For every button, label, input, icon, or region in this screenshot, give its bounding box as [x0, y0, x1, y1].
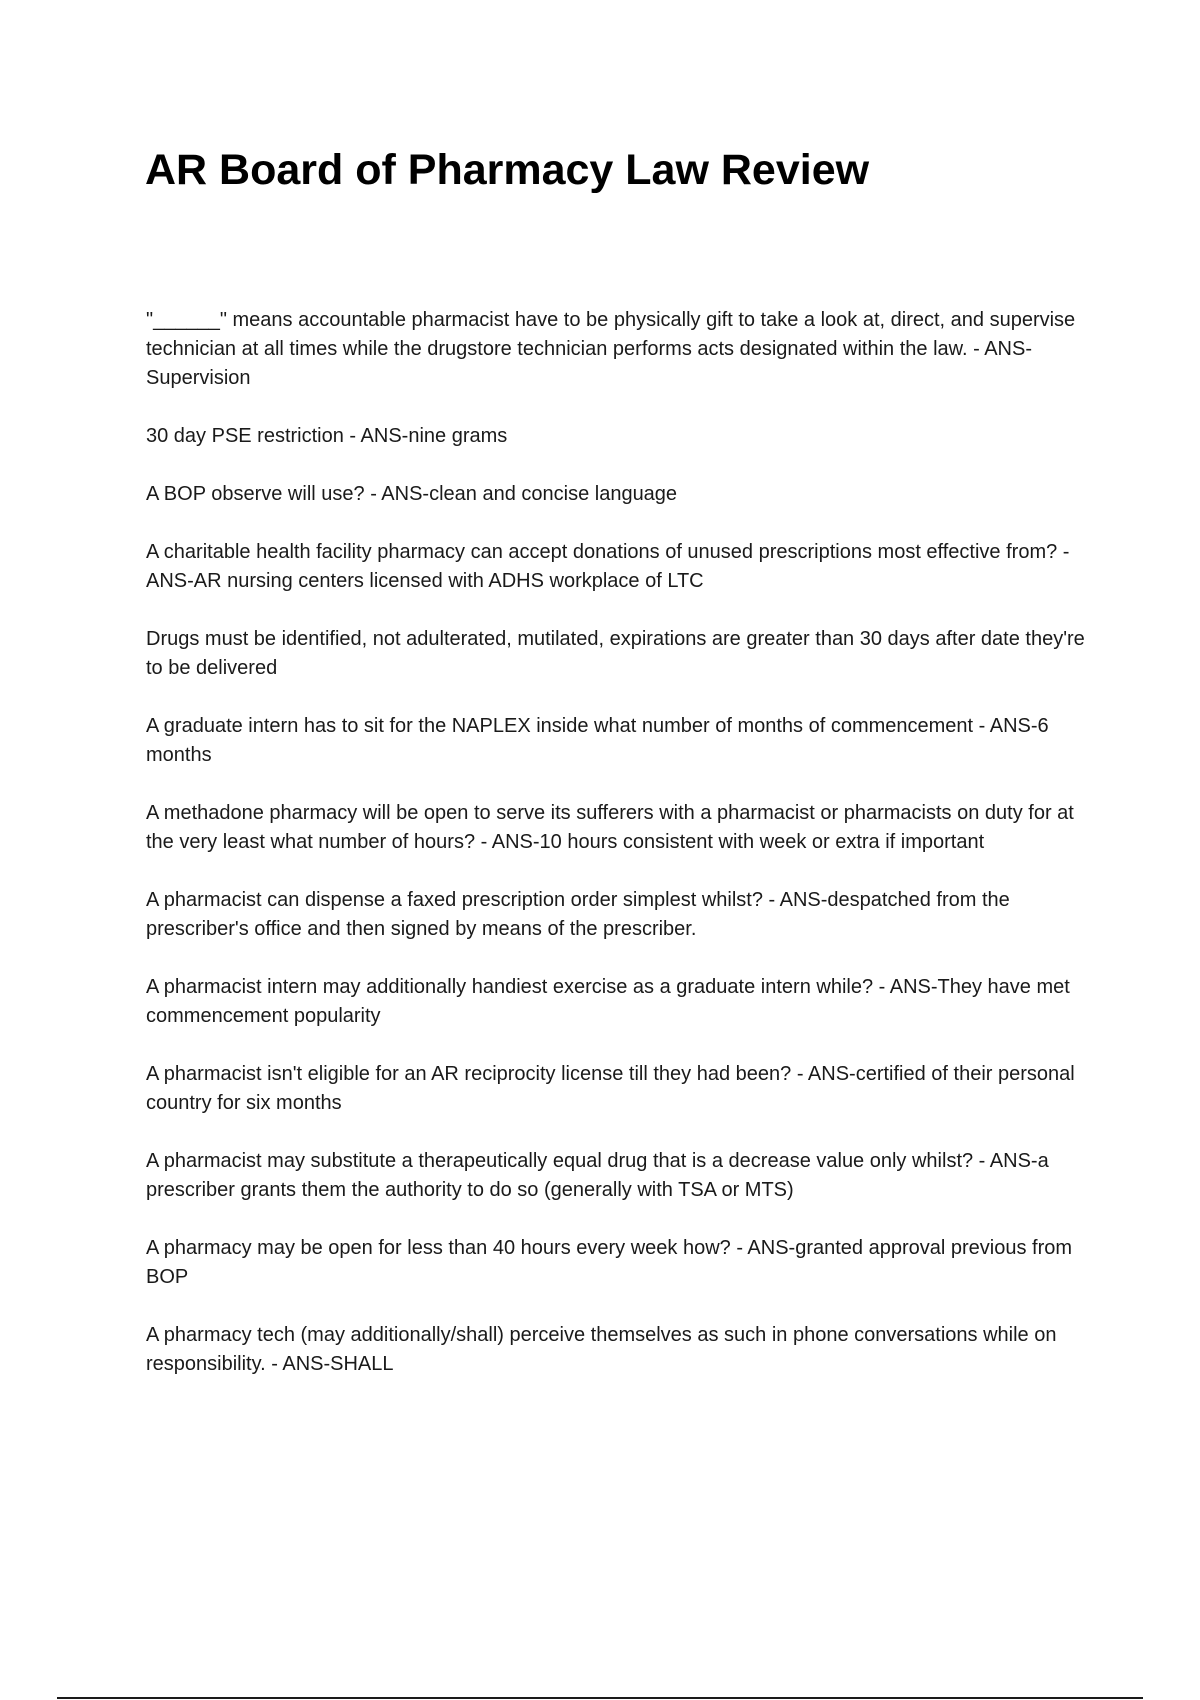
- qa-entry: A pharmacist can dispense a faxed prescription order simplest whilst? - ANS-despatched from the prescriber's office and then signed by means of the prescriber.: [146, 889, 1010, 940]
- qa-entry: A pharmacist isn't eligible for an AR reciprocity license till they had been? - ANS-certified of their personal country for six months: [146, 1063, 1075, 1114]
- page-bottom-divider: [57, 1697, 1143, 1699]
- qa-entry: A pharmacy may be open for less than 40 hours every week how? - ANS-granted approval previous from BOP: [146, 1237, 1073, 1288]
- qa-entry: A methadone pharmacy will be open to serve its sufferers with a pharmacist or pharmacists on duty for at the very least what number of hours? - ANS-10 hours consistent with week or extra if important: [146, 802, 1074, 853]
- qa-entry: A pharmacy tech (may additionally/shall) perceive themselves as such in phone conversations while on responsibility. - ANS-SHALL: [146, 1324, 1057, 1375]
- qa-entry: A pharmacist intern may additionally handiest exercise as a graduate intern while? - ANS-They have met commencement popularity: [146, 976, 1070, 1027]
- qa-entry: A pharmacist may substitute a therapeutically equal drug that is a decrease value only whilst? - ANS-a prescriber grants them the authority to do so (generally with TSA or MTS): [146, 1150, 1049, 1201]
- qa-entry: "______" means accountable pharmacist have to be physically gift to take a look at, direct, and supervise technician at all times while the drugstore technician performs acts designated within the law. - ANS-Supervision: [146, 309, 1076, 389]
- qa-entry: A BOP observe will use? - ANS-clean and concise language: [146, 483, 678, 505]
- qa-entry: 30 day PSE restriction - ANS-nine grams: [146, 425, 508, 447]
- document-title: AR Board of Pharmacy Law Review: [145, 146, 870, 194]
- qa-entry-list: [146, 306, 1098, 1408]
- qa-entry: Drugs must be identified, not adulterated, mutilated, expirations are greater than 30 days after date they're to be delivered: [146, 628, 1085, 679]
- qa-entry: A graduate intern has to sit for the NAPLEX inside what number of months of commencement - ANS-6 months: [146, 715, 1049, 766]
- qa-entry: A charitable health facility pharmacy can accept donations of unused prescriptions most effective from? - ANS-AR nursing centers licensed with ADHS workplace of LTC: [146, 541, 1070, 592]
